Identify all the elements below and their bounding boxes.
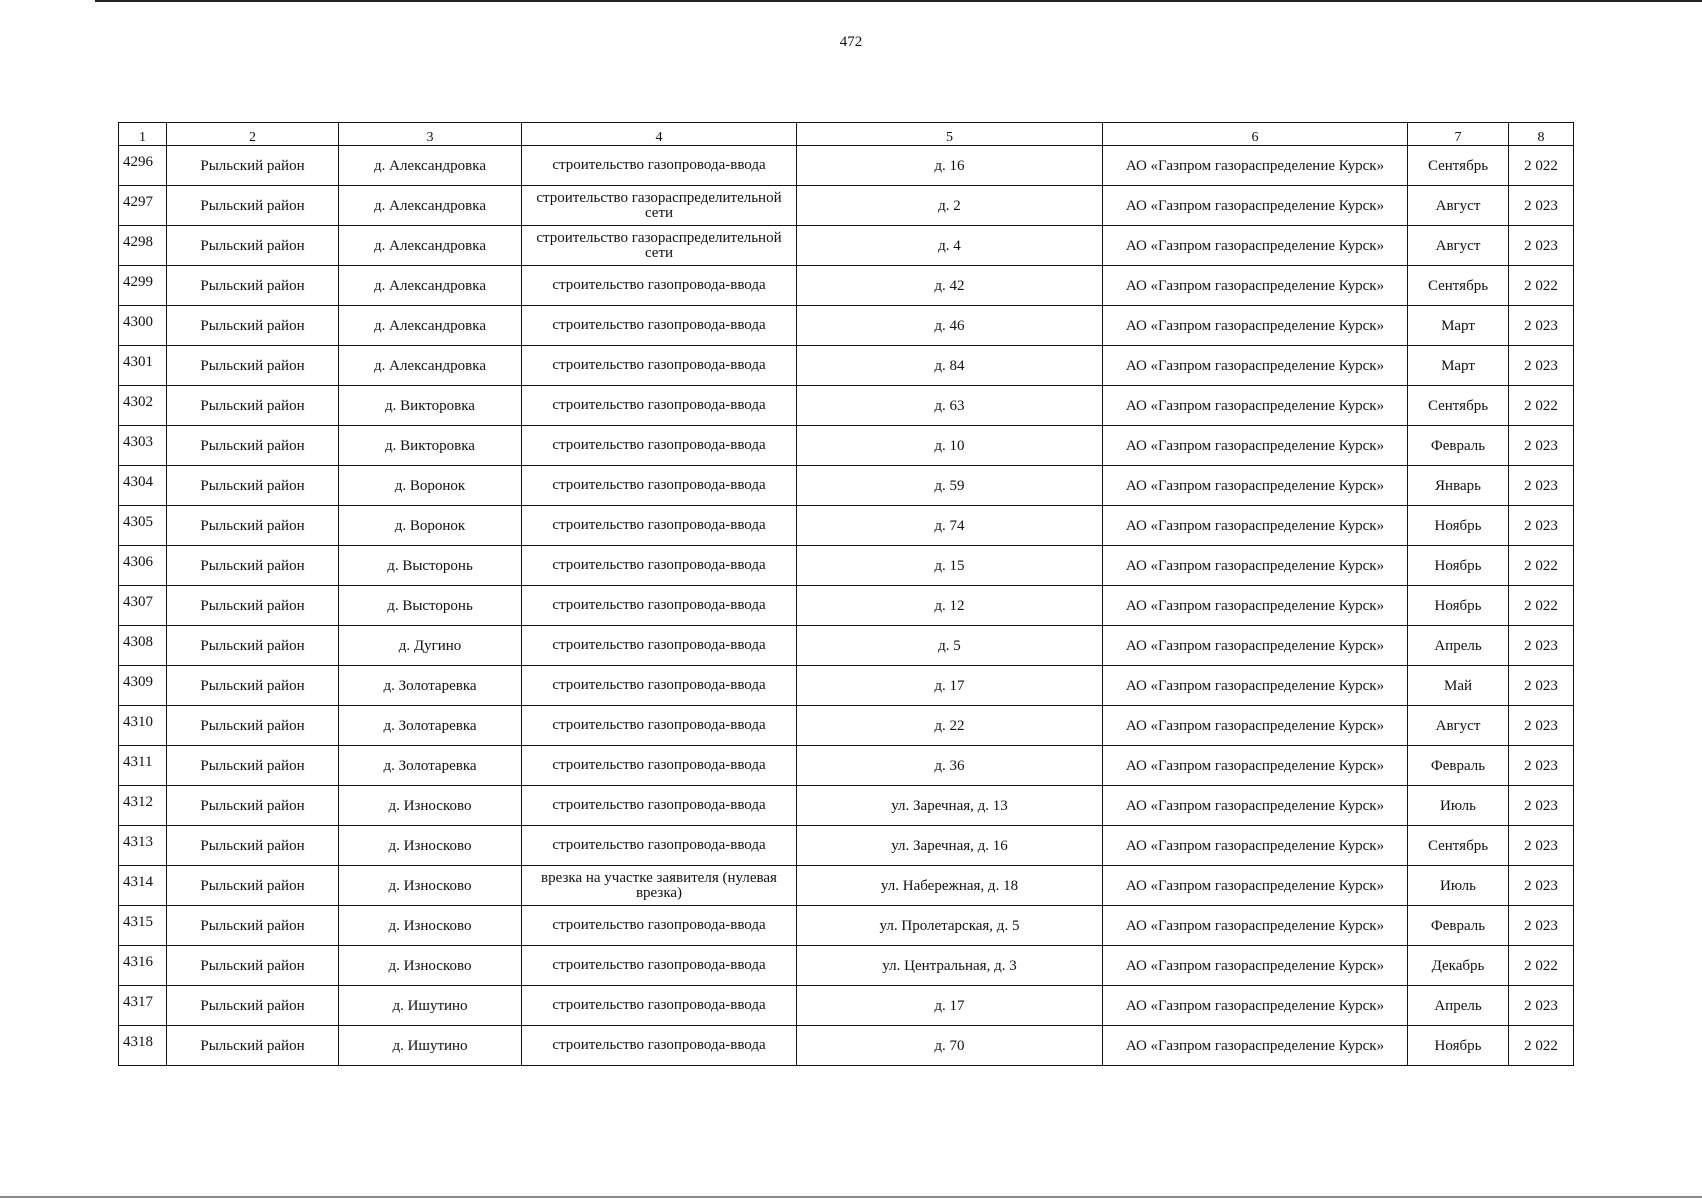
district-cell: Рыльский район <box>167 146 339 186</box>
month-cell: Сентябрь <box>1408 826 1509 866</box>
record-number-cell: 4305 <box>119 506 167 546</box>
table-row <box>119 466 1574 506</box>
organization-cell: АО «Газпром газораспределение Курск» <box>1103 746 1408 786</box>
table-row <box>119 1026 1574 1066</box>
table-row <box>119 946 1574 986</box>
address-cell: д. 17 <box>797 986 1103 1026</box>
record-number-cell: 4301 <box>119 346 167 386</box>
table-row <box>119 266 1574 306</box>
district-cell: Рыльский район <box>167 386 339 426</box>
organization-cell: АО «Газпром газораспределение Курск» <box>1103 666 1408 706</box>
year-cell: 2 023 <box>1509 226 1574 266</box>
address-cell: д. 12 <box>797 586 1103 626</box>
gasification-table <box>118 122 1574 1066</box>
record-number-cell: 4296 <box>119 146 167 186</box>
organization-cell: АО «Газпром газораспределение Курск» <box>1103 986 1408 1026</box>
work-type-cell: строительство газораспределительной сети <box>522 226 797 266</box>
table-row <box>119 226 1574 266</box>
table-row <box>119 386 1574 426</box>
table-row <box>119 866 1574 906</box>
organization-cell: АО «Газпром газораспределение Курск» <box>1103 226 1408 266</box>
year-cell: 2 023 <box>1509 186 1574 226</box>
year-cell: 2 023 <box>1509 666 1574 706</box>
year-cell: 2 023 <box>1509 346 1574 386</box>
work-type-cell: строительство газопровода-ввода <box>522 586 797 626</box>
work-type-cell: строительство газопровода-ввода <box>522 826 797 866</box>
work-type-cell: строительство газопровода-ввода <box>522 746 797 786</box>
column-header-8: 8 <box>1509 123 1574 146</box>
month-cell: Март <box>1408 346 1509 386</box>
settlement-cell: д. Александровка <box>339 306 522 346</box>
settlement-cell: д. Александровка <box>339 226 522 266</box>
address-cell: д. 63 <box>797 386 1103 426</box>
address-cell: ул. Центральная, д. 3 <box>797 946 1103 986</box>
column-header-3: 3 <box>339 123 522 146</box>
column-header-6: 6 <box>1103 123 1408 146</box>
work-type-cell: строительство газопровода-ввода <box>522 906 797 946</box>
settlement-cell: д. Викторовка <box>339 426 522 466</box>
year-cell: 2 022 <box>1509 586 1574 626</box>
settlement-cell: д. Воронок <box>339 506 522 546</box>
year-cell: 2 022 <box>1509 946 1574 986</box>
work-type-cell: врезка на участке заявителя (нулевая врезка) <box>522 866 797 906</box>
district-cell: Рыльский район <box>167 626 339 666</box>
address-cell: д. 2 <box>797 186 1103 226</box>
work-type-cell: строительство газопровода-ввода <box>522 946 797 986</box>
record-number-cell: 4302 <box>119 386 167 426</box>
address-cell: ул. Заречная, д. 13 <box>797 786 1103 826</box>
record-number-cell: 4298 <box>119 226 167 266</box>
year-cell: 2 023 <box>1509 786 1574 826</box>
work-type-cell: строительство газопровода-ввода <box>522 386 797 426</box>
table-row <box>119 746 1574 786</box>
month-cell: Август <box>1408 226 1509 266</box>
record-number-cell: 4297 <box>119 186 167 226</box>
table-row <box>119 146 1574 186</box>
organization-cell: АО «Газпром газораспределение Курск» <box>1103 146 1408 186</box>
month-cell: Июль <box>1408 866 1509 906</box>
settlement-cell: д. Александровка <box>339 186 522 226</box>
record-number-cell: 4312 <box>119 786 167 826</box>
district-cell: Рыльский район <box>167 466 339 506</box>
organization-cell: АО «Газпром газораспределение Курск» <box>1103 386 1408 426</box>
record-number-cell: 4308 <box>119 626 167 666</box>
district-cell: Рыльский район <box>167 266 339 306</box>
settlement-cell: д. Высторонь <box>339 546 522 586</box>
address-cell: д. 42 <box>797 266 1103 306</box>
address-cell: д. 84 <box>797 346 1103 386</box>
table-row <box>119 986 1574 1026</box>
settlement-cell: д. Викторовка <box>339 386 522 426</box>
district-cell: Рыльский район <box>167 666 339 706</box>
work-type-cell: строительство газопровода-ввода <box>522 146 797 186</box>
record-number-cell: 4306 <box>119 546 167 586</box>
district-cell: Рыльский район <box>167 946 339 986</box>
organization-cell: АО «Газпром газораспределение Курск» <box>1103 426 1408 466</box>
year-cell: 2 023 <box>1509 906 1574 946</box>
address-cell: д. 74 <box>797 506 1103 546</box>
settlement-cell: д. Износково <box>339 786 522 826</box>
district-cell: Рыльский район <box>167 746 339 786</box>
address-cell: д. 70 <box>797 1026 1103 1066</box>
settlement-cell: д. Золотаревка <box>339 666 522 706</box>
record-number-cell: 4307 <box>119 586 167 626</box>
settlement-cell: д. Дугино <box>339 626 522 666</box>
organization-cell: АО «Газпром газораспределение Курск» <box>1103 506 1408 546</box>
work-type-cell: строительство газопровода-ввода <box>522 266 797 306</box>
record-number-cell: 4311 <box>119 746 167 786</box>
record-number-cell: 4304 <box>119 466 167 506</box>
column-header-7: 7 <box>1408 123 1509 146</box>
settlement-cell: д. Воронок <box>339 466 522 506</box>
organization-cell: АО «Газпром газораспределение Курск» <box>1103 546 1408 586</box>
year-cell: 2 023 <box>1509 866 1574 906</box>
header-row <box>119 123 1574 146</box>
settlement-cell: д. Износково <box>339 826 522 866</box>
address-cell: ул. Набережная, д. 18 <box>797 866 1103 906</box>
page-number: 472 <box>839 34 863 50</box>
work-type-cell: строительство газопровода-ввода <box>522 706 797 746</box>
record-number-cell: 4313 <box>119 826 167 866</box>
work-type-cell: строительство газораспределительной сети <box>522 186 797 226</box>
table-row <box>119 586 1574 626</box>
record-number-cell: 4317 <box>119 986 167 1026</box>
settlement-cell: д. Александровка <box>339 146 522 186</box>
address-cell: д. 10 <box>797 426 1103 466</box>
year-cell: 2 022 <box>1509 266 1574 306</box>
work-type-cell: строительство газопровода-ввода <box>522 786 797 826</box>
organization-cell: АО «Газпром газораспределение Курск» <box>1103 1026 1408 1066</box>
work-type-cell: строительство газопровода-ввода <box>522 986 797 1026</box>
year-cell: 2 023 <box>1509 506 1574 546</box>
district-cell: Рыльский район <box>167 186 339 226</box>
year-cell: 2 023 <box>1509 746 1574 786</box>
address-cell: д. 4 <box>797 226 1103 266</box>
month-cell: Февраль <box>1408 746 1509 786</box>
organization-cell: АО «Газпром газораспределение Курск» <box>1103 626 1408 666</box>
table-row <box>119 426 1574 466</box>
table-row <box>119 186 1574 226</box>
month-cell: Январь <box>1408 466 1509 506</box>
table-row <box>119 826 1574 866</box>
district-cell: Рыльский район <box>167 546 339 586</box>
month-cell: Август <box>1408 186 1509 226</box>
work-type-cell: строительство газопровода-ввода <box>522 466 797 506</box>
month-cell: Февраль <box>1408 906 1509 946</box>
settlement-cell: д. Износково <box>339 906 522 946</box>
month-cell: Сентябрь <box>1408 146 1509 186</box>
record-number-cell: 4300 <box>119 306 167 346</box>
year-cell: 2 022 <box>1509 1026 1574 1066</box>
year-cell: 2 022 <box>1509 546 1574 586</box>
district-cell: Рыльский район <box>167 586 339 626</box>
organization-cell: АО «Газпром газораспределение Курск» <box>1103 266 1408 306</box>
scan-edge-top <box>95 0 1702 2</box>
address-cell: ул. Пролетарская, д. 5 <box>797 906 1103 946</box>
year-cell: 2 023 <box>1509 306 1574 346</box>
month-cell: Март <box>1408 306 1509 346</box>
year-cell: 2 023 <box>1509 626 1574 666</box>
settlement-cell: д. Александровка <box>339 266 522 306</box>
organization-cell: АО «Газпром газораспределение Курск» <box>1103 466 1408 506</box>
organization-cell: АО «Газпром газораспределение Курск» <box>1103 586 1408 626</box>
record-number-cell: 4318 <box>119 1026 167 1066</box>
column-header-4: 4 <box>522 123 797 146</box>
address-cell: д. 22 <box>797 706 1103 746</box>
table-row <box>119 786 1574 826</box>
year-cell: 2 022 <box>1509 386 1574 426</box>
district-cell: Рыльский район <box>167 506 339 546</box>
organization-cell: АО «Газпром газораспределение Курск» <box>1103 306 1408 346</box>
work-type-cell: строительство газопровода-ввода <box>522 506 797 546</box>
month-cell: Ноябрь <box>1408 506 1509 546</box>
table-body <box>119 146 1574 1066</box>
settlement-cell: д. Ишутино <box>339 1026 522 1066</box>
record-number-cell: 4314 <box>119 866 167 906</box>
district-cell: Рыльский район <box>167 986 339 1026</box>
month-cell: Сентябрь <box>1408 266 1509 306</box>
record-number-cell: 4316 <box>119 946 167 986</box>
district-cell: Рыльский район <box>167 706 339 746</box>
district-cell: Рыльский район <box>167 826 339 866</box>
scan-edge-bottom <box>0 1196 1702 1198</box>
address-cell: ул. Заречная, д. 16 <box>797 826 1103 866</box>
work-type-cell: строительство газопровода-ввода <box>522 1026 797 1066</box>
table-row <box>119 346 1574 386</box>
district-cell: Рыльский район <box>167 346 339 386</box>
district-cell: Рыльский район <box>167 306 339 346</box>
district-cell: Рыльский район <box>167 786 339 826</box>
month-cell: Февраль <box>1408 426 1509 466</box>
year-cell: 2 023 <box>1509 426 1574 466</box>
district-cell: Рыльский район <box>167 1026 339 1066</box>
settlement-cell: д. Александровка <box>339 346 522 386</box>
month-cell: Май <box>1408 666 1509 706</box>
address-cell: д. 46 <box>797 306 1103 346</box>
work-type-cell: строительство газопровода-ввода <box>522 426 797 466</box>
organization-cell: АО «Газпром газораспределение Курск» <box>1103 946 1408 986</box>
record-number-cell: 4310 <box>119 706 167 746</box>
work-type-cell: строительство газопровода-ввода <box>522 626 797 666</box>
year-cell: 2 023 <box>1509 466 1574 506</box>
table-row <box>119 906 1574 946</box>
year-cell: 2 023 <box>1509 826 1574 866</box>
record-number-cell: 4315 <box>119 906 167 946</box>
settlement-cell: д. Золотаревка <box>339 706 522 746</box>
address-cell: д. 36 <box>797 746 1103 786</box>
work-type-cell: строительство газопровода-ввода <box>522 546 797 586</box>
district-cell: Рыльский район <box>167 906 339 946</box>
year-cell: 2 023 <box>1509 706 1574 746</box>
month-cell: Апрель <box>1408 626 1509 666</box>
district-cell: Рыльский район <box>167 866 339 906</box>
organization-cell: АО «Газпром газораспределение Курск» <box>1103 866 1408 906</box>
organization-cell: АО «Газпром газораспределение Курск» <box>1103 826 1408 866</box>
organization-cell: АО «Газпром газораспределение Курск» <box>1103 346 1408 386</box>
address-cell: д. 15 <box>797 546 1103 586</box>
organization-cell: АО «Газпром газораспределение Курск» <box>1103 906 1408 946</box>
settlement-cell: д. Золотаревка <box>339 746 522 786</box>
table-row <box>119 706 1574 746</box>
settlement-cell: д. Износково <box>339 866 522 906</box>
column-header-1: 1 <box>119 123 167 146</box>
record-number-cell: 4303 <box>119 426 167 466</box>
record-number-cell: 4299 <box>119 266 167 306</box>
table-row <box>119 546 1574 586</box>
column-header-2: 2 <box>167 123 339 146</box>
work-type-cell: строительство газопровода-ввода <box>522 306 797 346</box>
organization-cell: АО «Газпром газораспределение Курск» <box>1103 786 1408 826</box>
organization-cell: АО «Газпром газораспределение Курск» <box>1103 706 1408 746</box>
month-cell: Июль <box>1408 786 1509 826</box>
year-cell: 2 023 <box>1509 986 1574 1026</box>
table-row <box>119 666 1574 706</box>
settlement-cell: д. Износково <box>339 946 522 986</box>
month-cell: Ноябрь <box>1408 1026 1509 1066</box>
address-cell: д. 5 <box>797 626 1103 666</box>
month-cell: Апрель <box>1408 986 1509 1026</box>
table-row <box>119 506 1574 546</box>
column-header-5: 5 <box>797 123 1103 146</box>
record-number-cell: 4309 <box>119 666 167 706</box>
address-cell: д. 16 <box>797 146 1103 186</box>
year-cell: 2 022 <box>1509 146 1574 186</box>
table-row <box>119 306 1574 346</box>
work-type-cell: строительство газопровода-ввода <box>522 346 797 386</box>
table-row <box>119 626 1574 666</box>
month-cell: Август <box>1408 706 1509 746</box>
settlement-cell: д. Ишутино <box>339 986 522 1026</box>
month-cell: Декабрь <box>1408 946 1509 986</box>
settlement-cell: д. Высторонь <box>339 586 522 626</box>
district-cell: Рыльский район <box>167 426 339 466</box>
month-cell: Сентябрь <box>1408 386 1509 426</box>
month-cell: Ноябрь <box>1408 586 1509 626</box>
work-type-cell: строительство газопровода-ввода <box>522 666 797 706</box>
address-cell: д. 17 <box>797 666 1103 706</box>
address-cell: д. 59 <box>797 466 1103 506</box>
district-cell: Рыльский район <box>167 226 339 266</box>
month-cell: Ноябрь <box>1408 546 1509 586</box>
organization-cell: АО «Газпром газораспределение Курск» <box>1103 186 1408 226</box>
